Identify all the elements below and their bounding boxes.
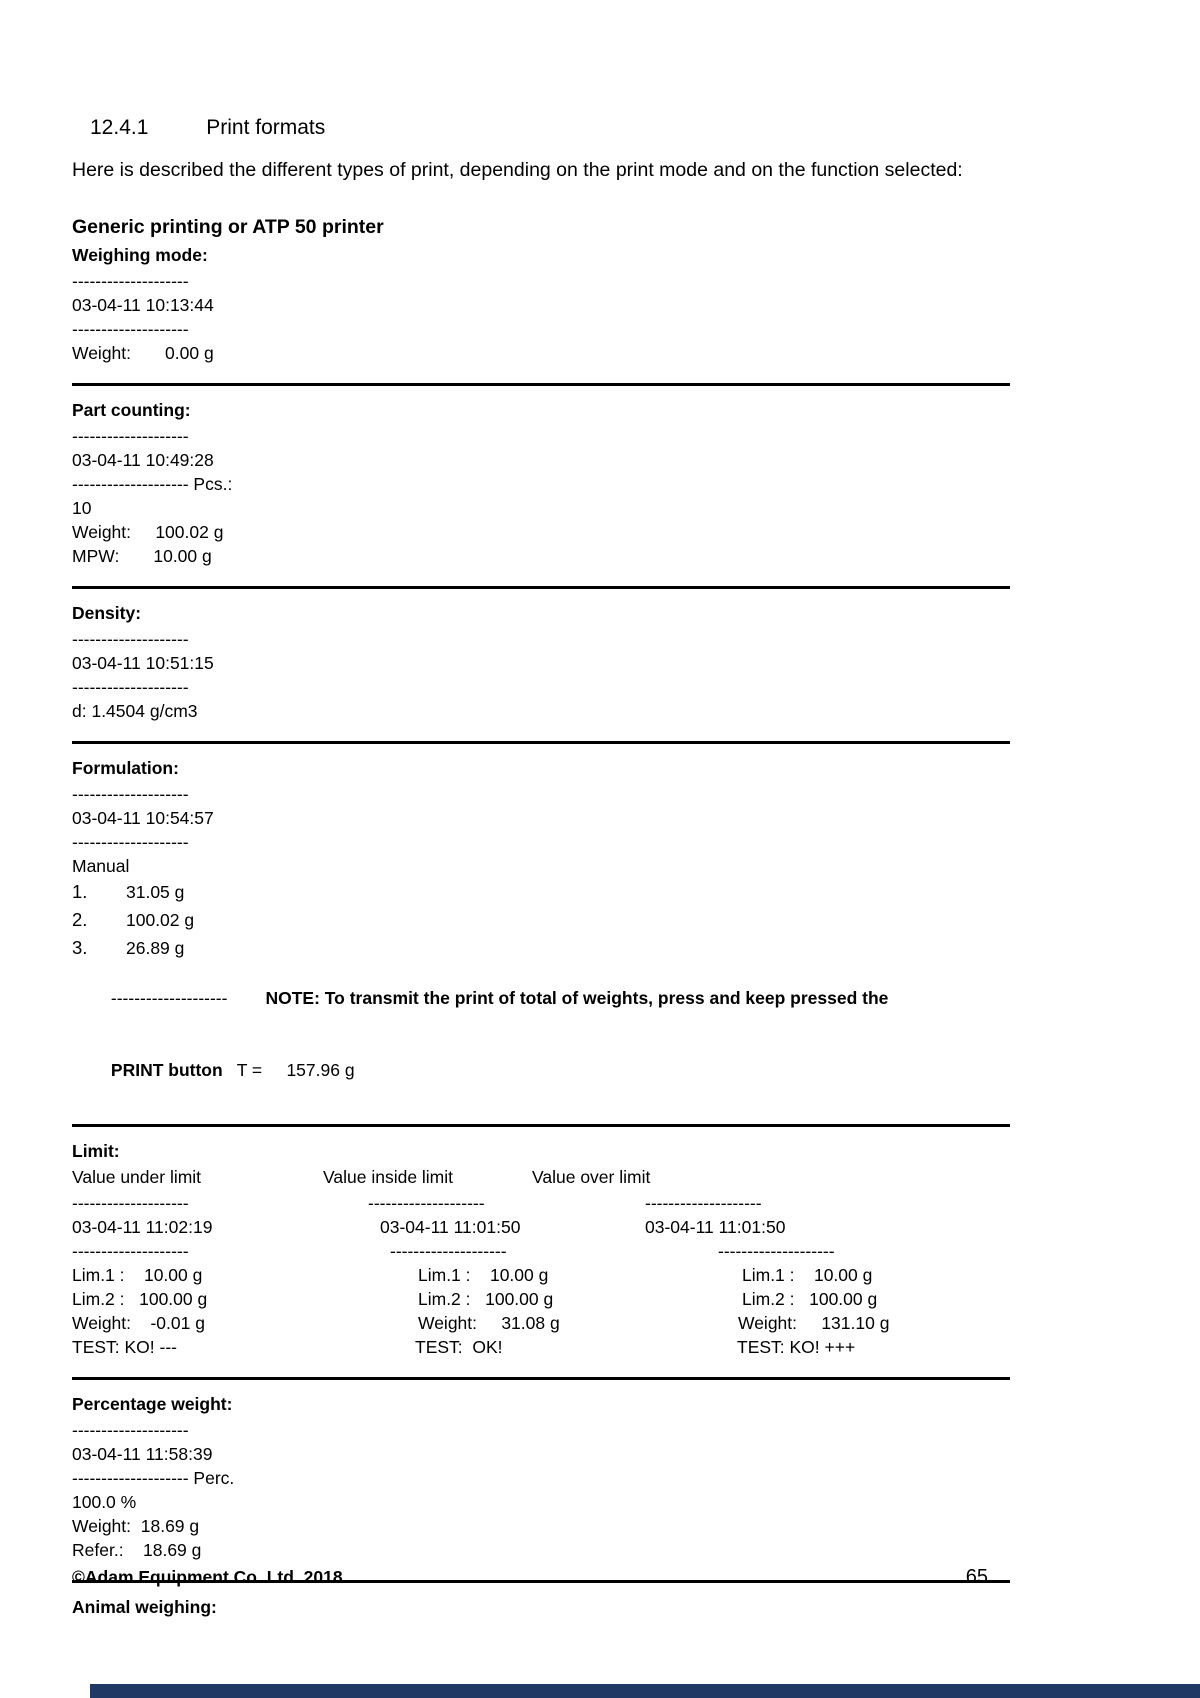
print-button-label: PRINT button <box>110 1060 223 1080</box>
print-line: TEST: OK! <box>415 1337 503 1357</box>
page-content <box>72 116 1010 1621</box>
formulation-heading: Formulation: <box>72 758 179 778</box>
print-line: -------------------- <box>72 426 189 446</box>
print-line: Weight: -0.01 g <box>72 1313 205 1333</box>
print-line: 03-04-11 11:01:50 <box>380 1217 521 1237</box>
page-number: 65 <box>965 1566 988 1588</box>
value-over-limit-header: Value over limit <box>532 1167 651 1187</box>
print-line: -------------------- <box>645 1193 762 1213</box>
section-heading <box>90 116 1010 140</box>
print-line: -------------------- <box>72 629 189 649</box>
total-line <box>72 1034 1010 1106</box>
formulation-item <box>72 934 1010 962</box>
print-line: Lim.1 : 10.00 g <box>418 1265 549 1285</box>
section-number: 12.4.1 <box>90 116 149 139</box>
item-number: 3. <box>72 937 88 958</box>
intro-paragraph: Here is described the different types of print, depending on the print mode and on the function selected: <box>72 159 963 181</box>
print-line: -------------------- <box>72 1241 189 1261</box>
footer-bar <box>90 1684 1200 1698</box>
density-section <box>72 603 1010 723</box>
limit-heading: Limit: <box>72 1141 120 1161</box>
print-line: -------------------- Pcs.: <box>72 474 233 494</box>
limit-columns <box>72 1191 1010 1359</box>
animal-weighing-heading: Animal weighing: <box>72 1597 217 1617</box>
formulation-item <box>72 906 1010 934</box>
value-under-limit-header: Value under limit <box>72 1167 202 1187</box>
page-footer <box>72 1566 1010 1589</box>
print-line: d: 1.4504 g/cm3 <box>72 701 198 721</box>
print-line: -------------------- Perc. <box>72 1468 235 1488</box>
print-line: 03-04-11 11:58:39 <box>72 1444 213 1464</box>
section-divider <box>72 383 1010 386</box>
print-line: 10 <box>72 498 92 518</box>
limit-column-over <box>645 1191 1010 1359</box>
print-line: -------------------- <box>72 1420 189 1440</box>
item-value: 31.05 g <box>126 882 185 902</box>
formulation-section <box>72 758 1010 1106</box>
print-line: MPW: 10.00 g <box>72 546 212 566</box>
print-line: 03-04-11 11:02:19 <box>72 1217 213 1237</box>
print-line: 03-04-11 11:01:50 <box>645 1217 786 1237</box>
weighing-mode-section <box>72 245 1010 365</box>
section-divider <box>72 1377 1010 1380</box>
part-counting-heading: Part counting: <box>72 400 191 420</box>
print-line: -------------------- <box>718 1241 835 1261</box>
print-line: -------------------- <box>72 319 189 339</box>
note-text: NOTE: To transmit the print of total of weights, press and keep pressed the <box>265 988 889 1008</box>
print-line: Weight: 131.10 g <box>738 1313 890 1333</box>
print-line: 100.0 % <box>72 1492 137 1512</box>
item-value: 100.02 g <box>126 910 195 930</box>
section-divider <box>72 741 1010 744</box>
limit-column-headers <box>72 1165 1010 1189</box>
generic-printing-heading: Generic printing or ATP 50 printer <box>72 216 384 238</box>
total-value: T = 157.96 g <box>236 1060 355 1080</box>
print-line: -------------------- <box>72 1193 189 1213</box>
percentage-weight-section <box>72 1394 1010 1562</box>
item-number: 2. <box>72 909 88 930</box>
section-title: Print formats <box>206 116 326 139</box>
copyright-text: ©Adam Equipment Co. Ltd. 2018 <box>72 1567 343 1587</box>
item-value: 26.89 g <box>126 938 185 958</box>
print-line: Lim.2 : 100.00 g <box>418 1289 554 1309</box>
print-line: Weight: 0.00 g <box>72 343 214 363</box>
print-line: TEST: KO! --- <box>72 1337 177 1357</box>
print-line: Weight: 100.02 g <box>72 522 224 542</box>
limit-column-inside <box>368 1191 645 1359</box>
print-line: -------------------- <box>368 1193 485 1213</box>
print-line: Lim.2 : 100.00 g <box>72 1289 208 1309</box>
formulation-item <box>72 878 1010 906</box>
print-line: 03-04-11 10:51:15 <box>72 653 214 673</box>
print-line: -------------------- <box>72 832 189 852</box>
print-line: Lim.1 : 10.00 g <box>72 1265 203 1285</box>
print-line: -------------------- <box>72 784 189 804</box>
print-line: 03-04-11 10:13:44 <box>72 295 214 315</box>
limit-column-under <box>72 1191 368 1359</box>
print-line: -------------------- <box>72 677 189 697</box>
value-inside-limit-header: Value inside limit <box>323 1167 454 1187</box>
print-line: 03-04-11 10:54:57 <box>72 808 214 828</box>
print-line: -------------------- <box>72 271 189 291</box>
print-line: Lim.1 : 10.00 g <box>742 1265 873 1285</box>
print-line: Weight: 18.69 g <box>72 1516 200 1536</box>
print-line: 03-04-11 10:49:28 <box>72 450 214 470</box>
density-heading: Density: <box>72 603 142 623</box>
animal-weighing-section <box>72 1597 1010 1618</box>
note-line <box>72 962 1010 1034</box>
print-line: Manual <box>72 856 130 876</box>
part-counting-section <box>72 400 1010 568</box>
print-line: Weight: 31.08 g <box>418 1313 560 1333</box>
print-line: Refer.: 18.69 g <box>72 1540 202 1560</box>
percentage-weight-heading: Percentage weight: <box>72 1394 233 1414</box>
print-line: Lim.2 : 100.00 g <box>742 1289 878 1309</box>
limit-section <box>72 1141 1010 1359</box>
print-line: TEST: KO! +++ <box>737 1337 856 1357</box>
weighing-mode-heading: Weighing mode: <box>72 245 208 265</box>
section-divider <box>72 1124 1010 1127</box>
item-number: 1. <box>72 881 88 902</box>
print-line: -------------------- <box>390 1241 507 1261</box>
section-divider <box>72 586 1010 589</box>
dash-separator: -------------------- <box>110 988 228 1008</box>
